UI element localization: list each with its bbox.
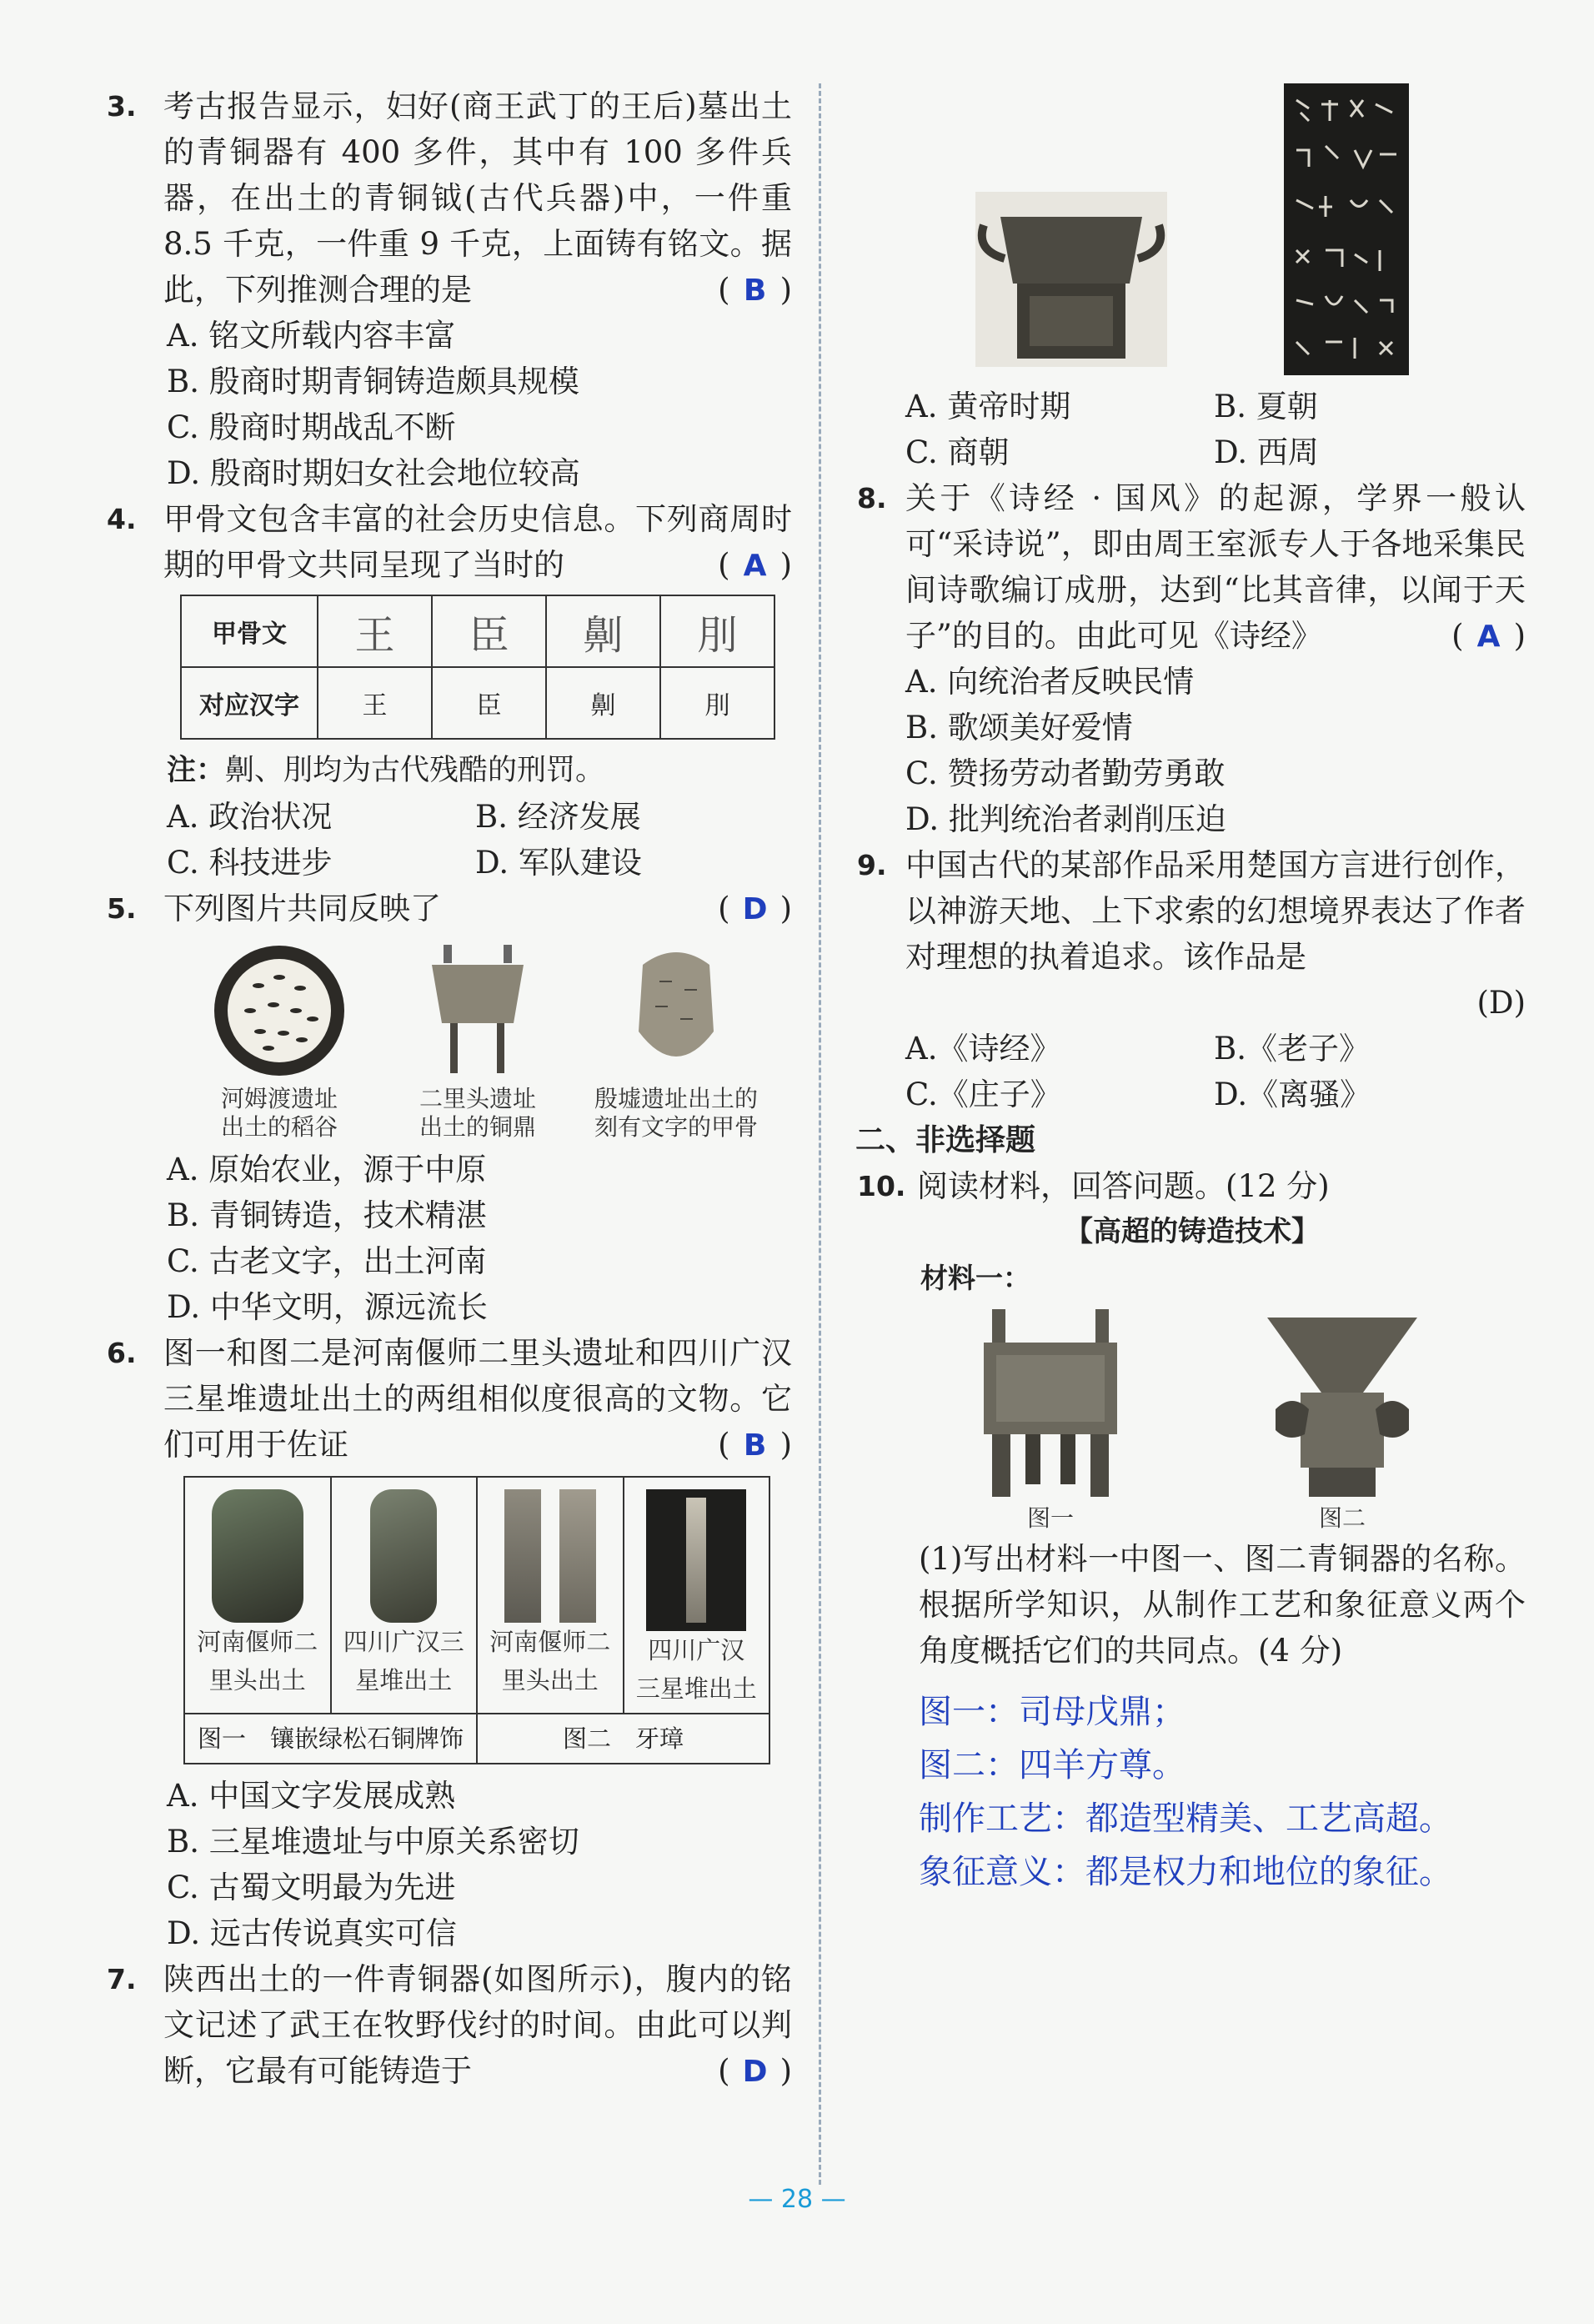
answer-mark: D [1488,985,1514,1021]
answer-line: 象征意义：都是权力和地位的象征。 [919,1853,1452,1891]
answer-paren: ( D ) [718,886,792,932]
material-label: 材料一： [920,1262,1030,1294]
question-6 [108,1330,792,1468]
yazhang-image [646,1489,746,1631]
option-d: D.《离骚》 [1214,1077,1371,1112]
oracle-bone-table [180,595,775,740]
option-b: B. 经济发展 [475,799,641,835]
material-title: 【高超的铸造技术】 [1065,1215,1320,1248]
column-divider [819,83,821,2185]
option-c: C. 古老文字，出土河南 [167,1243,487,1279]
artifact-cell: 河南偃师二 里头出土 [185,1478,332,1713]
question-number: 7. [107,1963,137,1995]
option-d: D. 远古传说真实可信 [167,1915,457,1951]
artifact-cell: 四川广汉三 星堆出土 [332,1478,479,1713]
option-a: A. 向统治者反映民情 [905,664,1195,700]
answer-paren: ( A ) [718,542,792,589]
answer-paren: ( A ) [1451,613,1526,660]
option-row [167,794,792,840]
option-d: D. 殷商时期妇女社会地位较高 [167,455,580,491]
question-stem: 考古报告显示，妇好(商王武丁的王后)墓出土的青铜器有 400 多件，其中有 100 多件兵器，在出土的青铜钺(古代兵器)中，一件重 8.5 千克，一件重 9 千克，上面铸有铭文。据此，下列推测合理的是 ( B ) [163,83,792,313]
oracle-glyph: 劓 [546,595,660,667]
answer-paren: ( D ) [718,2048,792,2095]
figure-row [180,940,775,1142]
table-cell: 刖 [660,667,774,739]
table-head: 对应汉字 [181,667,318,739]
option-row [905,1072,1526,1117]
option-row [905,384,1526,429]
option-a: A. 政治状况 [167,799,333,835]
table-cell: 劓 [546,667,660,739]
option-b: B. 殷商时期青铜铸造颇具规模 [167,364,579,399]
option-a: A. 铭文所载内容丰富 [167,318,456,354]
answer-mark: B [743,274,767,308]
option-b: B. 夏朝 [1214,389,1318,424]
option-d: D. 西周 [1214,434,1319,470]
answer-mark: D [742,892,768,926]
option-d: D. 批判统治者剥削压迫 [905,801,1226,837]
answer-paren: ( B ) [718,267,792,314]
oracle-bone-image [605,940,747,1082]
right-column [855,83,1526,1899]
inscription-rubbing-image [1284,83,1409,375]
option-a: A. 中国文字发展成熟 [167,1778,456,1814]
oracle-glyph: 王 [318,595,432,667]
figure-caption: 图二 牙璋 [562,1724,684,1753]
answer-mark: D [742,2055,768,2089]
question-stem: 图一和图二是河南偃师二里头遗址和四川广汉三星堆遗址出土的两组相似度很高的文物。它们可用于佐证 ( B ) [163,1330,792,1468]
option-c: C. 赞扬劳动者勤劳勇敢 [905,755,1226,791]
question-8 [859,475,1526,659]
bronze-gui-image [975,192,1167,367]
question-number: 4. [107,503,137,535]
figure-2: 图二 [1259,1309,1426,1533]
question-3 [108,83,792,313]
figure-rice: 河姆渡遗址 出土的稻谷 [188,940,371,1142]
table-cell: 王 [318,667,432,739]
bronze-plaque-image [370,1489,437,1623]
yazhang-image [504,1489,596,1623]
option-d: D. 中华文明，源远流长 [167,1289,488,1325]
oracle-glyph: 刖 [660,595,774,667]
answer-mark: A [743,549,767,583]
question-7 [108,1956,792,2094]
question-number: 8. [857,482,887,514]
page-number: — 28 — [748,2185,846,2214]
figure-1: 图一 [975,1309,1125,1533]
option-c: C.《庄子》 [905,1077,1061,1112]
option-b: B.《老子》 [1214,1031,1370,1067]
question-number: 10. [857,1170,906,1202]
simuwu-ding-image [975,1309,1125,1501]
option-a: A.《诗经》 [905,1031,1061,1067]
option-c: C. 殷商时期战乱不断 [167,409,456,445]
question-stem: 甲骨文包含丰富的社会历史信息。下列商周时期的甲骨文共同呈现了当时的 ( A ) [163,496,792,588]
rice-grain-image [208,940,350,1082]
option-b: B. 青铜铸造，技术精湛 [167,1197,487,1233]
option-a: A. 原始农业，源于中原 [167,1152,487,1187]
question-stem: 中国古代的某部作品采用楚国方言进行创作，以神游天地、上下求索的幻想境界表达了作者对理想的执着追求。该作品是 (D) [905,847,1526,1021]
artifact-cell: 四川广汉 三星堆出土 [624,1478,769,1713]
figure-caption: 图一 镶嵌绿松石铜牌饰 [185,1714,478,1763]
material-figures [909,1309,1492,1533]
left-column [108,83,792,2095]
answer-line: 图一：司母戊鼎； [919,1693,1185,1731]
handwritten-answers [919,1685,1526,1899]
artifact-comparison-box [183,1476,770,1764]
answer-paren: (D) [1476,985,1526,1021]
q7-figures [975,83,1526,384]
answer-line: 制作工艺：都造型精美、工艺高超。 [919,1799,1452,1838]
question-number: 6. [107,1337,137,1369]
option-row [905,1026,1526,1072]
question-5 [108,886,792,931]
table-head: 甲骨文 [181,595,318,667]
bronze-ding-image [407,940,549,1082]
option-c: C. 科技进步 [167,845,333,881]
question-number: 5. [107,892,137,925]
question-stem: 阅读材料，回答问题。(12 分) [917,1168,1330,1204]
question-stem: 下列图片共同反映了 ( D ) [163,886,792,931]
table-cell: 臣 [432,667,546,739]
note: 注：劓、刖均为古代残酷的刑罚。 [167,754,605,787]
option-row [167,840,792,886]
answer-line: 图二：四羊方尊。 [919,1746,1185,1784]
artifact-cell: 河南偃师二 里头出土 [478,1478,624,1713]
four-ram-zun-image [1259,1309,1426,1501]
option-a: A. 黄帝时期 [905,389,1071,424]
answer-mark: A [1476,620,1501,654]
question-4 [108,496,792,588]
option-d: D. 军队建设 [475,845,642,881]
answer-mark: B [743,1428,767,1463]
option-b: B. 三星堆遗址与中原关系密切 [167,1824,579,1860]
answer-paren: ( B ) [718,1422,792,1468]
question-number: 3. [107,90,137,123]
option-c: C. 古蜀文明最为先进 [167,1870,456,1905]
question-9 [859,842,1526,1026]
figure-bronze-ding: 二里头遗址 出土的铜鼎 [386,940,569,1142]
bronze-plaque-image [212,1489,303,1623]
sub-question-1: (1)写出材料一中图一、图二青铜器的名称。根据所学知识，从制作工艺和象征意义两个角度概括它们的共同点。(4 分) [919,1541,1526,1669]
question-number: 9. [857,849,887,881]
question-stem: 陕西出土的一件青铜器(如图所示)，腹内的铭文记述了武王在牧野伐纣的时间。由此可以判断，它最有可能铸造于 ( D ) [163,1956,792,2094]
figure-oracle-bone: 殷墟遗址出土的 刻有文字的甲骨 [584,940,768,1142]
section-heading: 二、非选择题 [855,1123,1036,1157]
option-row [905,429,1526,475]
option-c: C. 商朝 [905,434,1010,470]
option-b: B. 歌颂美好爱情 [905,710,1133,745]
oracle-glyph: 臣 [432,595,546,667]
question-stem: 关于《诗经 · 国风》的起源，学界一般认可“采诗说”，即由周王室派专人于各地采集民间诗歌编订成册，达到“比其音律，以闻于天子”的目的。由此可见《诗经》 ( A ) [905,475,1526,659]
question-10 [859,1163,1526,1209]
